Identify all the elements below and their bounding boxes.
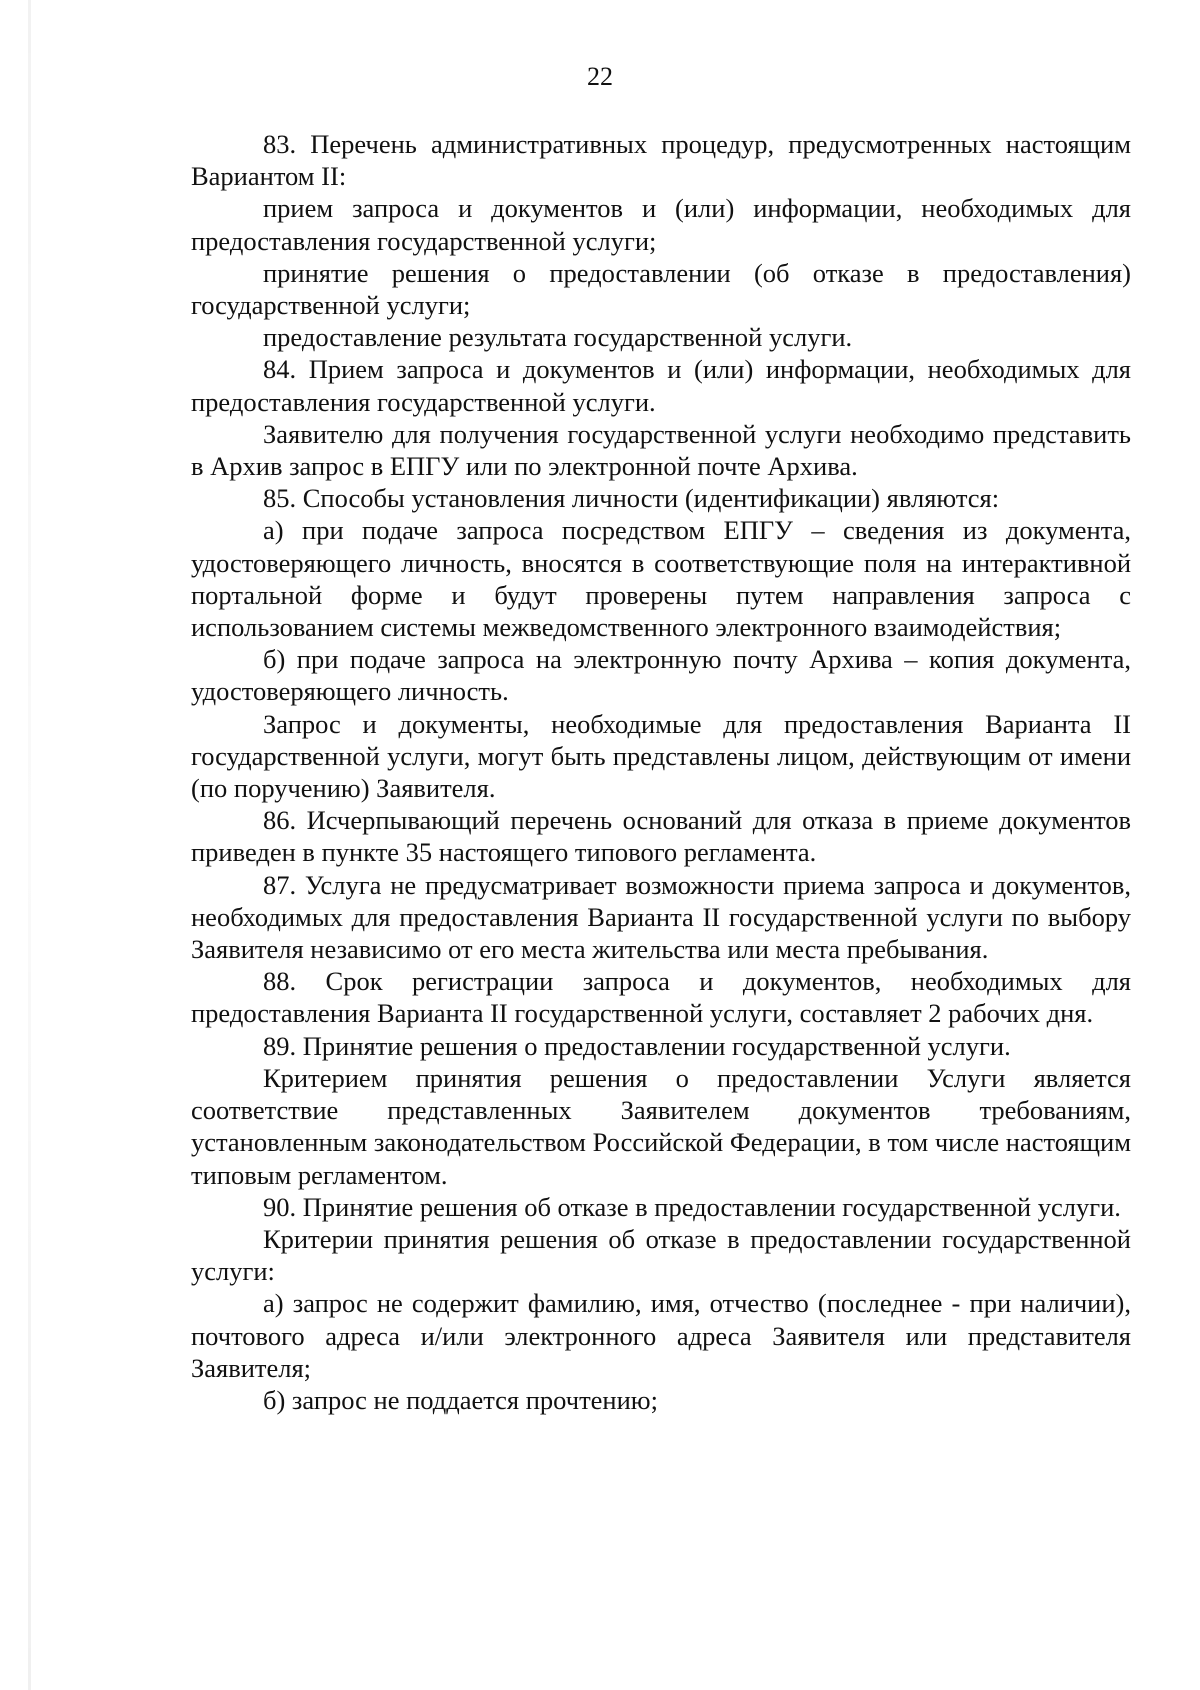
paragraph-85-item-b: б) при подаче запроса на электронную почту Архива – копия документа, удостоверяющего личность. (191, 644, 1131, 707)
paragraph-85-note: Запрос и документы, необходимые для предоставления Варианта II государственной услуги, могут быть представлены лицом, действующим от имени (по поручению) Заявителя. (191, 708, 1131, 804)
scan-edge (28, 0, 31, 1690)
paragraph-85-item-a: а) при подаче запроса посредством ЕПГУ – сведения из документа, удостоверяющего личность, вносятся в соответствующие поля на интерактивной портальной форме и будут проверены путем направления запроса с использованием системы межведомственного электронного взаимодействия; (191, 515, 1131, 643)
document-body (191, 128, 1131, 1416)
paragraph-87: 87. Услуга не предусматривает возможности приема запроса и документов, необходимых для предоставления Варианта II государственной услуги по выбору Заявителя независимо от его места жительства или места пребывания. (191, 869, 1131, 965)
paragraph-88: 88. Срок регистрации запроса и документов, необходимых для предоставления Варианта II государственной услуги, составляет 2 рабочих дня. (191, 966, 1131, 1029)
paragraph-90-item-b: б) запрос не поддается прочтению; (263, 1384, 658, 1415)
paragraph-83-item-2: принятие решения о предоставлении (об отказе в предоставления) государственной услуги; (191, 257, 1131, 321)
paragraph-89-criteria: Критерием принятия решения о предоставлении Услуги является соответствие представленных Заявителем документов требованиям, установленным законодательством Российской Федерации, в том числе настоящим типовым регламентом. (191, 1062, 1131, 1190)
paragraph-86: 86. Исчерпывающий перечень оснований для отказа в приеме документов приведен в пункте 35 настоящего типового регламента. (191, 805, 1131, 868)
paragraph-90: 90. Принятие решения об отказе в предоставлении государственной услуги. (263, 1191, 1121, 1222)
paragraph-90-item-a: а) запрос не содержит фамилию, имя, отчество (последнее - при наличии), почтового адреса и/или электронного адреса Заявителя или представителя Заявителя; (191, 1288, 1131, 1383)
paragraph-83: 83. Перечень административных процедур, предусмотренных настоящим Вариантом II: (191, 129, 1131, 192)
paragraph-83-item-3: предоставление результата государственной услуги. (263, 322, 853, 353)
paragraph-89: 89. Принятие решения о предоставлении государственной услуги. (263, 1030, 1011, 1061)
paragraph-83-item-1: прием запроса и документов и (или) информации, необходимых для предоставления государственной услуги; (191, 193, 1131, 256)
paragraph-84-detail: Заявителю для получения государственной услуги необходимо представить в Архив запрос в ЕПГУ или по электронной почте Архива. (191, 418, 1131, 482)
paragraph-85: 85. Способы установления личности (идентификации) являются: (263, 483, 1000, 514)
page-number: 22 (587, 62, 613, 91)
paragraph-90-criteria: Критерии принятия решения об отказе в предоставлении государственной услуги: (191, 1223, 1131, 1287)
paragraph-84: 84. Прием запроса и документов и (или) информации, необходимых для предоставления государственной услуги. (191, 354, 1131, 417)
